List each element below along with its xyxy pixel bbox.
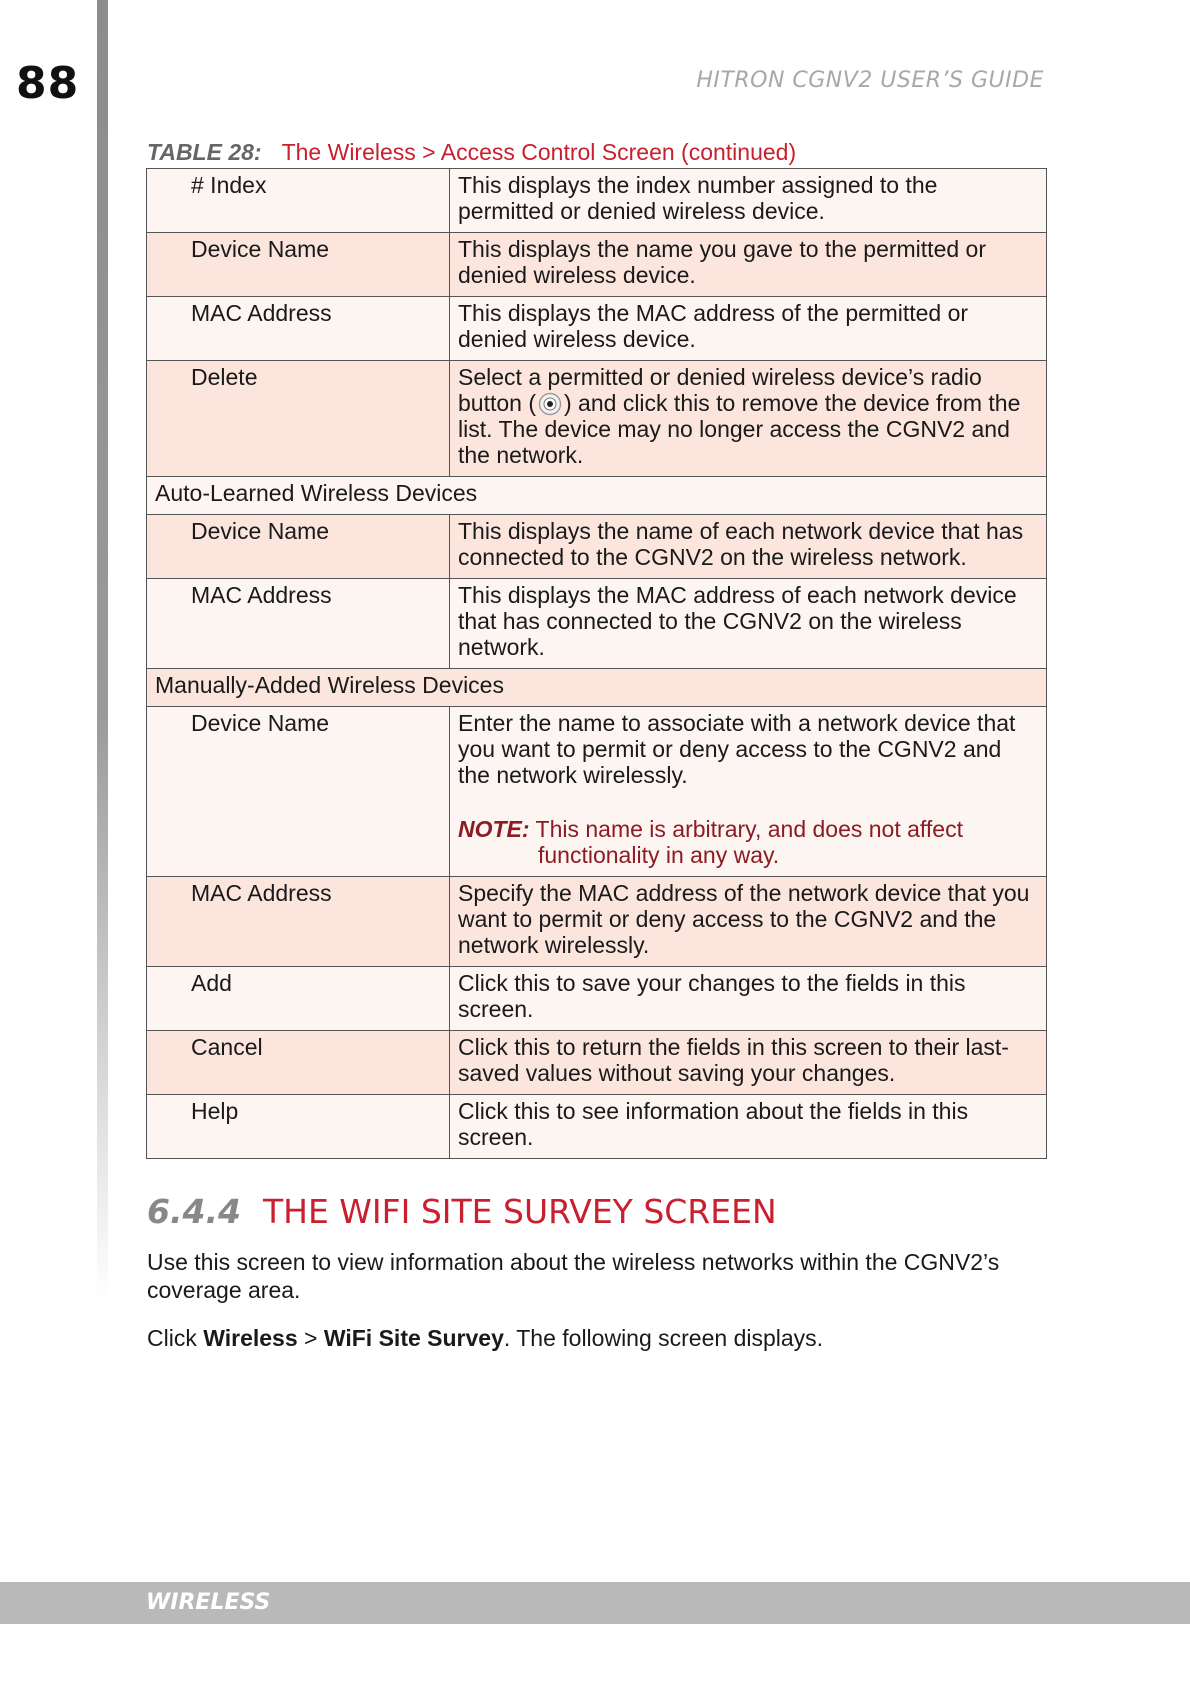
table-row [147,361,1047,477]
radio-button-icon [538,392,562,416]
table-row [147,579,1047,669]
note-text-cont: functionality in any way. [538,842,780,868]
field-description [450,361,1047,477]
field-label: Add [147,967,450,1031]
field-description [450,707,1047,877]
table-caption-label: TABLE 28: [147,139,262,165]
field-description: This displays the name of each network device that has connected to the CGNV2 on the wireless network. [450,515,1047,579]
running-header: HITRON CGNV2 USER’S GUIDE [696,68,1044,93]
field-label: Help [147,1095,450,1159]
table-row [147,515,1047,579]
note-text: This name is arbitrary, and does not affect [535,816,963,842]
table-row [147,877,1047,967]
field-description: Specify the MAC address of the network device that you want to permit or deny access to the CGNV2 and the network wirelessly. [450,877,1047,967]
field-description: This displays the MAC address of each network device that has connected to the CGNV2 on the wireless network. [450,579,1047,669]
field-label: Delete [147,361,450,477]
delete-desc-pre: Select a permitted or denied wireless device’s radio button ( [458,364,982,416]
table-row [147,297,1047,361]
table-row [147,1095,1047,1159]
table-row [147,707,1047,877]
field-description-table [146,168,1047,1159]
table-caption-title: The Wireless > Access Control Screen (continued) [281,139,797,165]
footer-label: WIRELESS [146,1590,271,1615]
field-label: # Index [147,169,450,233]
click-separator: > [297,1325,324,1351]
section-label: Auto-Learned Wireless Devices [147,477,1047,515]
table-row [147,233,1047,297]
page-number: 88 [16,58,80,109]
menu-wifi-site-survey: WiFi Site Survey [323,1325,504,1351]
table-section-row [147,669,1047,707]
field-label: Device Name [147,707,450,877]
side-bar [97,0,108,1300]
field-description: This displays the MAC address of the permitted or denied wireless device. [450,297,1047,361]
menu-wireless: Wireless [203,1325,298,1351]
field-description: Click this to return the fields in this screen to their last-saved values without saving your changes. [450,1031,1047,1095]
field-description: This displays the index number assigned to the permitted or denied wireless device. [450,169,1047,233]
section-title: THE WIFI SITE SURVEY SCREEN [262,1192,777,1231]
section-heading [147,1192,777,1231]
section-number: 6.4.4 [147,1192,241,1231]
device-name-desc: Enter the name to associate with a network device that you want to permit or deny access to the CGNV2 and the network wirelessly. [458,710,1016,788]
table-row [147,967,1047,1031]
table-section-row [147,477,1047,515]
field-label: MAC Address [147,877,450,967]
note-label: NOTE: [458,816,530,842]
click-instruction [147,1324,1047,1352]
field-label: Device Name [147,515,450,579]
field-description: This displays the name you gave to the permitted or denied wireless device. [450,233,1047,297]
field-description: Click this to see information about the fields in this screen. [450,1095,1047,1159]
table-caption [147,139,796,166]
delete-desc-post: ) and click this to remove the device from the list. The device may no longer access the CGNV2 and the network. [458,390,1021,468]
field-label: MAC Address [147,297,450,361]
section-label: Manually-Added Wireless Devices [147,669,1047,707]
field-label: Cancel [147,1031,450,1095]
table-row [147,169,1047,233]
field-description: Click this to save your changes to the fields in this screen. [450,967,1047,1031]
note [458,816,1038,868]
field-label: MAC Address [147,579,450,669]
intro-paragraph: Use this screen to view information about the wireless networks within the CGNV2’s coverage area. [147,1249,1000,1303]
click-prefix: Click [147,1325,204,1351]
field-label: Device Name [147,233,450,297]
click-suffix: . The following screen displays. [503,1325,824,1351]
table-row [147,1031,1047,1095]
